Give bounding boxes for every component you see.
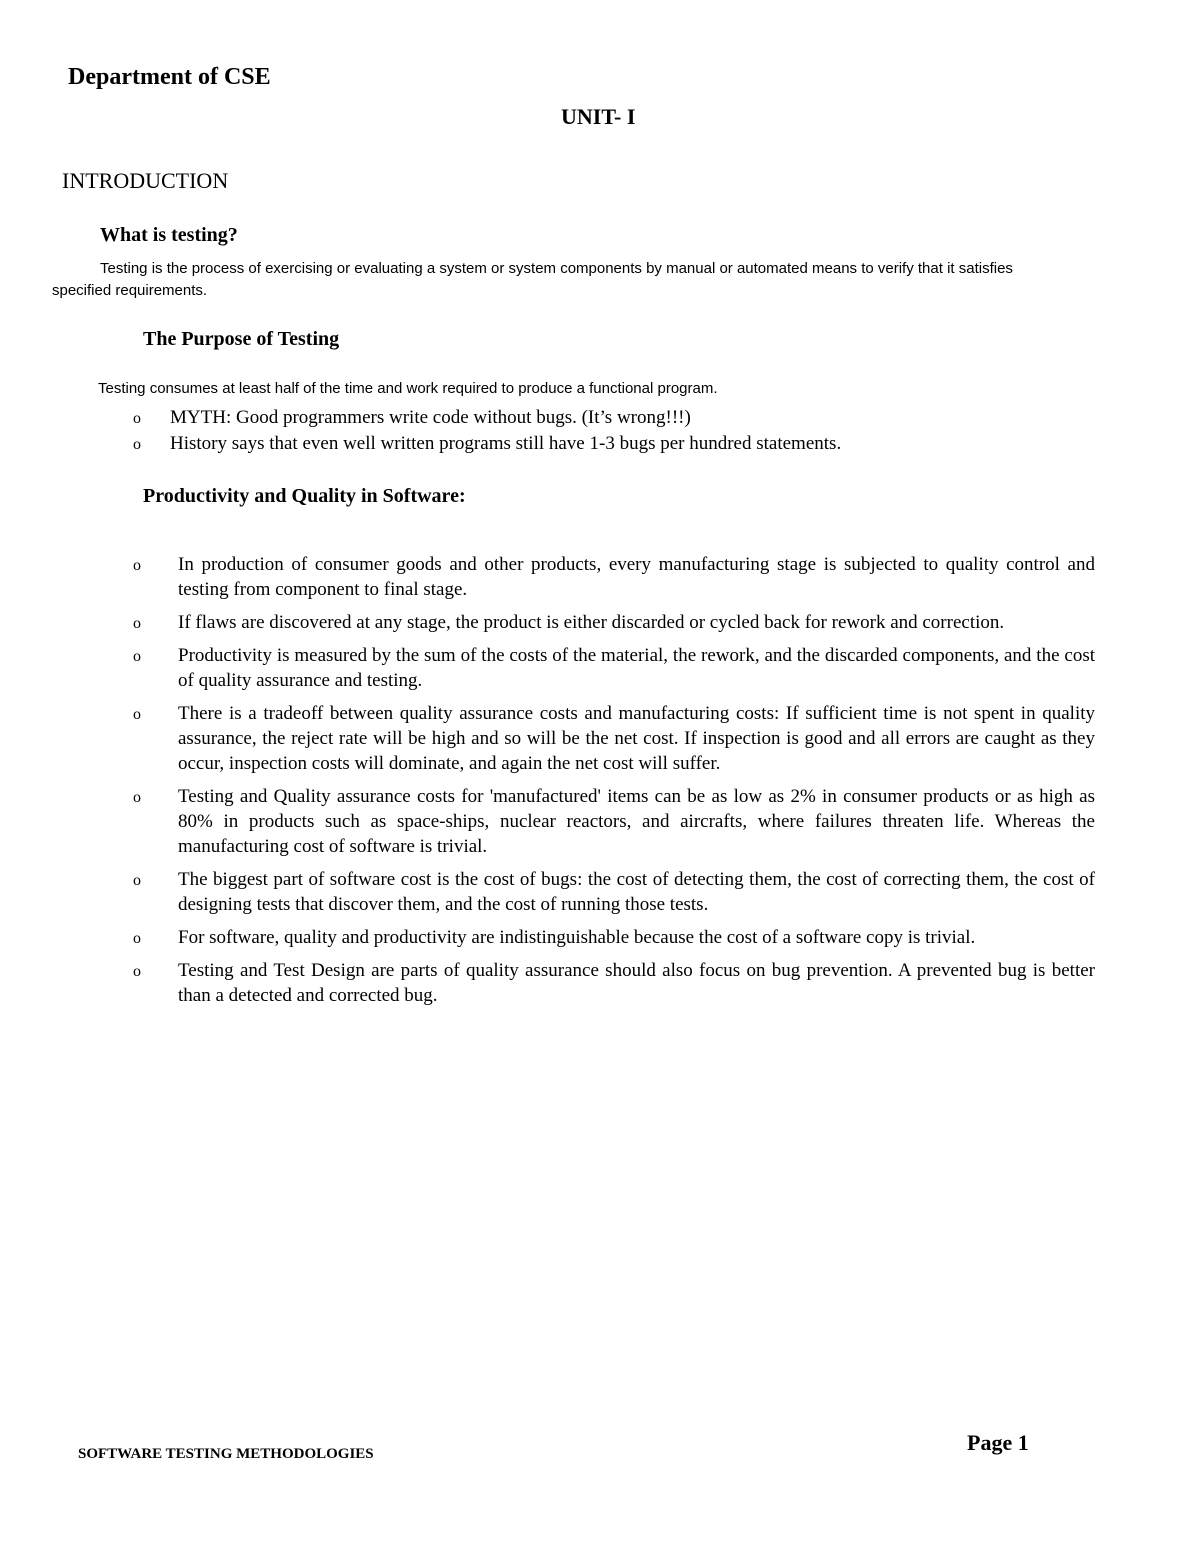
section-title: INTRODUCTION [62,168,229,193]
bullet-icon: o [133,963,141,980]
list-item [128,867,1095,917]
purpose-list [128,405,1088,457]
list-item-text: MYTH: Good programmers write code without bugs. (It’s wrong!!!) [170,407,691,428]
list-item [128,552,1095,602]
list-item [128,958,1095,1008]
bullet-icon: o [133,648,141,665]
list-item [128,431,1088,457]
bullet-icon: o [133,789,141,806]
bullet-icon: o [133,872,141,889]
productivity-heading: Productivity and Quality in Software: [143,485,466,507]
bullet-icon: o [133,557,141,574]
list-item [128,643,1095,693]
list-item-text: Testing and Quality assurance costs for 'manufactured' items can be as low as 2% in consumer products or as high as 80% in products such as space-ships, nuclear reactors, and aircrafts, where failures threaten life. Whereas the manufacturing cost of software is trivial. [178,786,1095,857]
what-is-testing-heading: What is testing? [100,224,238,246]
unit-title: UNIT- I [561,104,636,129]
list-item-text: History says that even well written programs still have 1-3 bugs per hundred statements. [170,433,842,454]
what-is-testing-paragraph: Testing is the process of exercising or evaluating a system or system components by manual or automated means to verify that it satisfies specified requirements. [52,260,1013,299]
bullet-icon: o [133,410,141,427]
list-item-text: There is a tradeoff between quality assurance costs and manufacturing costs: If sufficient time is not spent in quality assurance, the reject rate will be high and so will be the net cost. If inspection is good and all errors are caught as they occur, inspection costs will dominate, and again the net cost will suffer. [178,703,1095,774]
list-item-text: For software, quality and productivity are indistinguishable because the cost of a software copy is trivial. [178,927,976,948]
list-item-text: The biggest part of software cost is the cost of bugs: the cost of detecting them, the cost of correcting them, the cost of designing tests that discover them, and the cost of running those tests. [178,869,1095,915]
list-item-text: If flaws are discovered at any stage, the product is either discarded or cycled back for rework and correction. [178,612,1005,633]
list-item-text: In production of consumer goods and other products, every manufacturing stage is subjected to quality control and testing from component to final stage. [178,554,1095,600]
page-number: Page 1 [967,1430,1029,1455]
bullet-icon: o [133,615,141,632]
list-item-text: Productivity is measured by the sum of the costs of the material, the rework, and the discarded components, and the cost of quality assurance and testing. [178,645,1095,691]
list-item [128,610,1095,635]
productivity-list [128,552,1095,1016]
list-item [128,405,1088,431]
purpose-intro: Testing consumes at least half of the time and work required to produce a functional program. [98,380,718,397]
purpose-heading: The Purpose of Testing [143,328,340,350]
bullet-icon: o [133,706,141,723]
list-item-text: Testing and Test Design are parts of quality assurance should also focus on bug prevention. A prevented bug is better than a detected and corrected bug. [178,960,1095,1006]
bullet-icon: o [133,930,141,947]
course-footer: SOFTWARE TESTING METHODOLOGIES [78,1446,374,1462]
bullet-icon: o [133,436,141,453]
department-title: Department of CSE [68,64,271,90]
list-item [128,784,1095,859]
list-item [128,701,1095,776]
list-item [128,925,1095,950]
